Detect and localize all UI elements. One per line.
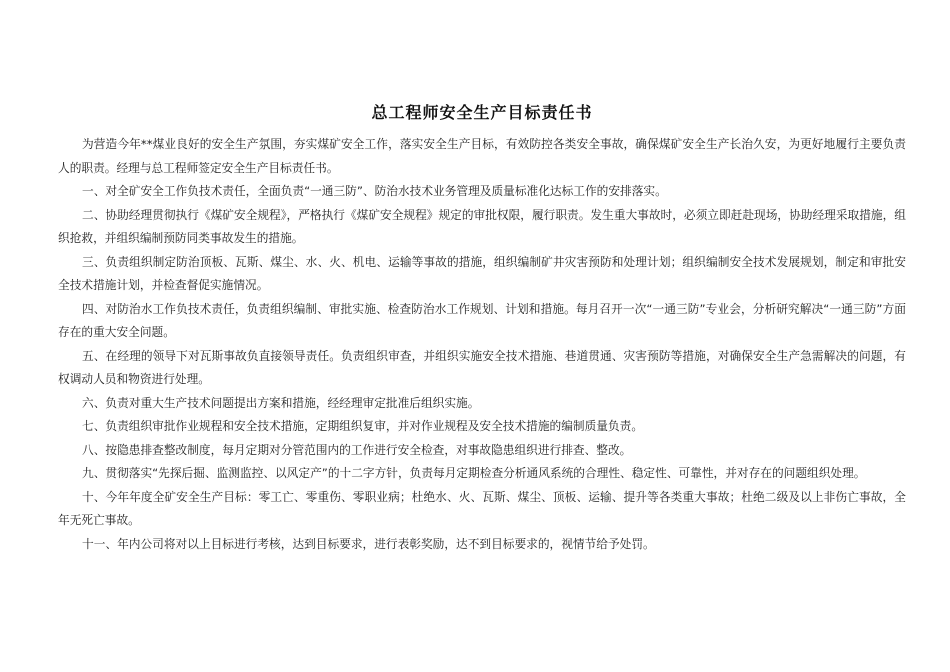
clause-11-paragraph: 十一、年内公司将对以上目标进行考核，达到目标要求，进行表彰奖励，达不到目标要求的，视情节给予处罚。: [82, 536, 655, 551]
document-title: 总工程师安全生产目标责任书: [371, 103, 593, 122]
clause-4-paragraph: 四、对防治水工作负技术责任，负责组织编制、审批实施、检查防治水工作规划、计划和措施。每月召开一次“一通三防”专业会，分析研究解决“一通三防”方面存在的重大安全问题。: [58, 301, 906, 339]
clause-10-paragraph: 十、今年年度全矿安全生产目标：零工亡、零重伤、零职业病；杜绝水、火、瓦斯、煤尘、顶板、运输、提升等各类重大事故；杜绝二级及以上非伤亡事故，全年无死亡事故。: [58, 489, 906, 527]
clause-7-paragraph: 七、负责组织审批作业规程和安全技术措施，定期组织复审，并对作业规程及安全技术措施的编制质量负责。: [82, 419, 644, 433]
document-page: [58, 100, 906, 556]
clause-6-paragraph: 六、负责对重大生产技术问题提出方案和措施，经经理审定批准后组织实施。: [82, 395, 480, 410]
clause-5-paragraph: 五、在经理的领导下对瓦斯事故负直接领导责任。负责组织审查，并组织实施安全技术措施、巷道贯通、灾害预防等措施，对确保安全生产急需解决的问题，有权调动人员和物资进行处理。: [58, 348, 906, 386]
clause-9-paragraph: 九、贯彻落实“先探后掘、监测监控、以风定产”的十二字方针，负责每月定期检查分析通风系统的合理性、稳定性、可靠性，并对存在的问题组织处理。: [82, 466, 866, 480]
intro-paragraph: 为营造今年**煤业良好的安全生产氛围，夯实煤矿安全工作，落实安全生产目标，有效防控各类安全事故，确保煤矿安全生产长治久安，为更好地履行主要负责人的职责。经理与总工程师签定安全生产目标责任书。: [58, 137, 906, 175]
clause-2-paragraph: 二、协助经理贯彻执行《煤矿安全规程》，严格执行《煤矿安全规程》规定的审批权限，履行职责。发生重大事故时，必须立即赶赴现场，协助经理采取措施，组织抢救，并组织编制预防同类事故发生的措施。: [58, 207, 906, 245]
clause-3-paragraph: 三、负责组织制定防治顶板、瓦斯、煤尘、水、火、机电、运输等事故的措施，组织编制矿井灾害预防和处理计划；组织编制安全技术发展规划，制定和审批安全技术措施计划，并检查督促实施情况。: [58, 254, 906, 292]
clause-1-paragraph: 一、对全矿安全工作负技术责任，全面负责“一通三防”、防治水技术业务管理及质量标准化达标工作的安排落实。: [82, 184, 667, 198]
clause-8-paragraph: 八、按隐患排查整改制度，每月定期对分管范围内的工作进行安全检查，对事故隐患组织进行排查、整改。: [82, 442, 632, 457]
